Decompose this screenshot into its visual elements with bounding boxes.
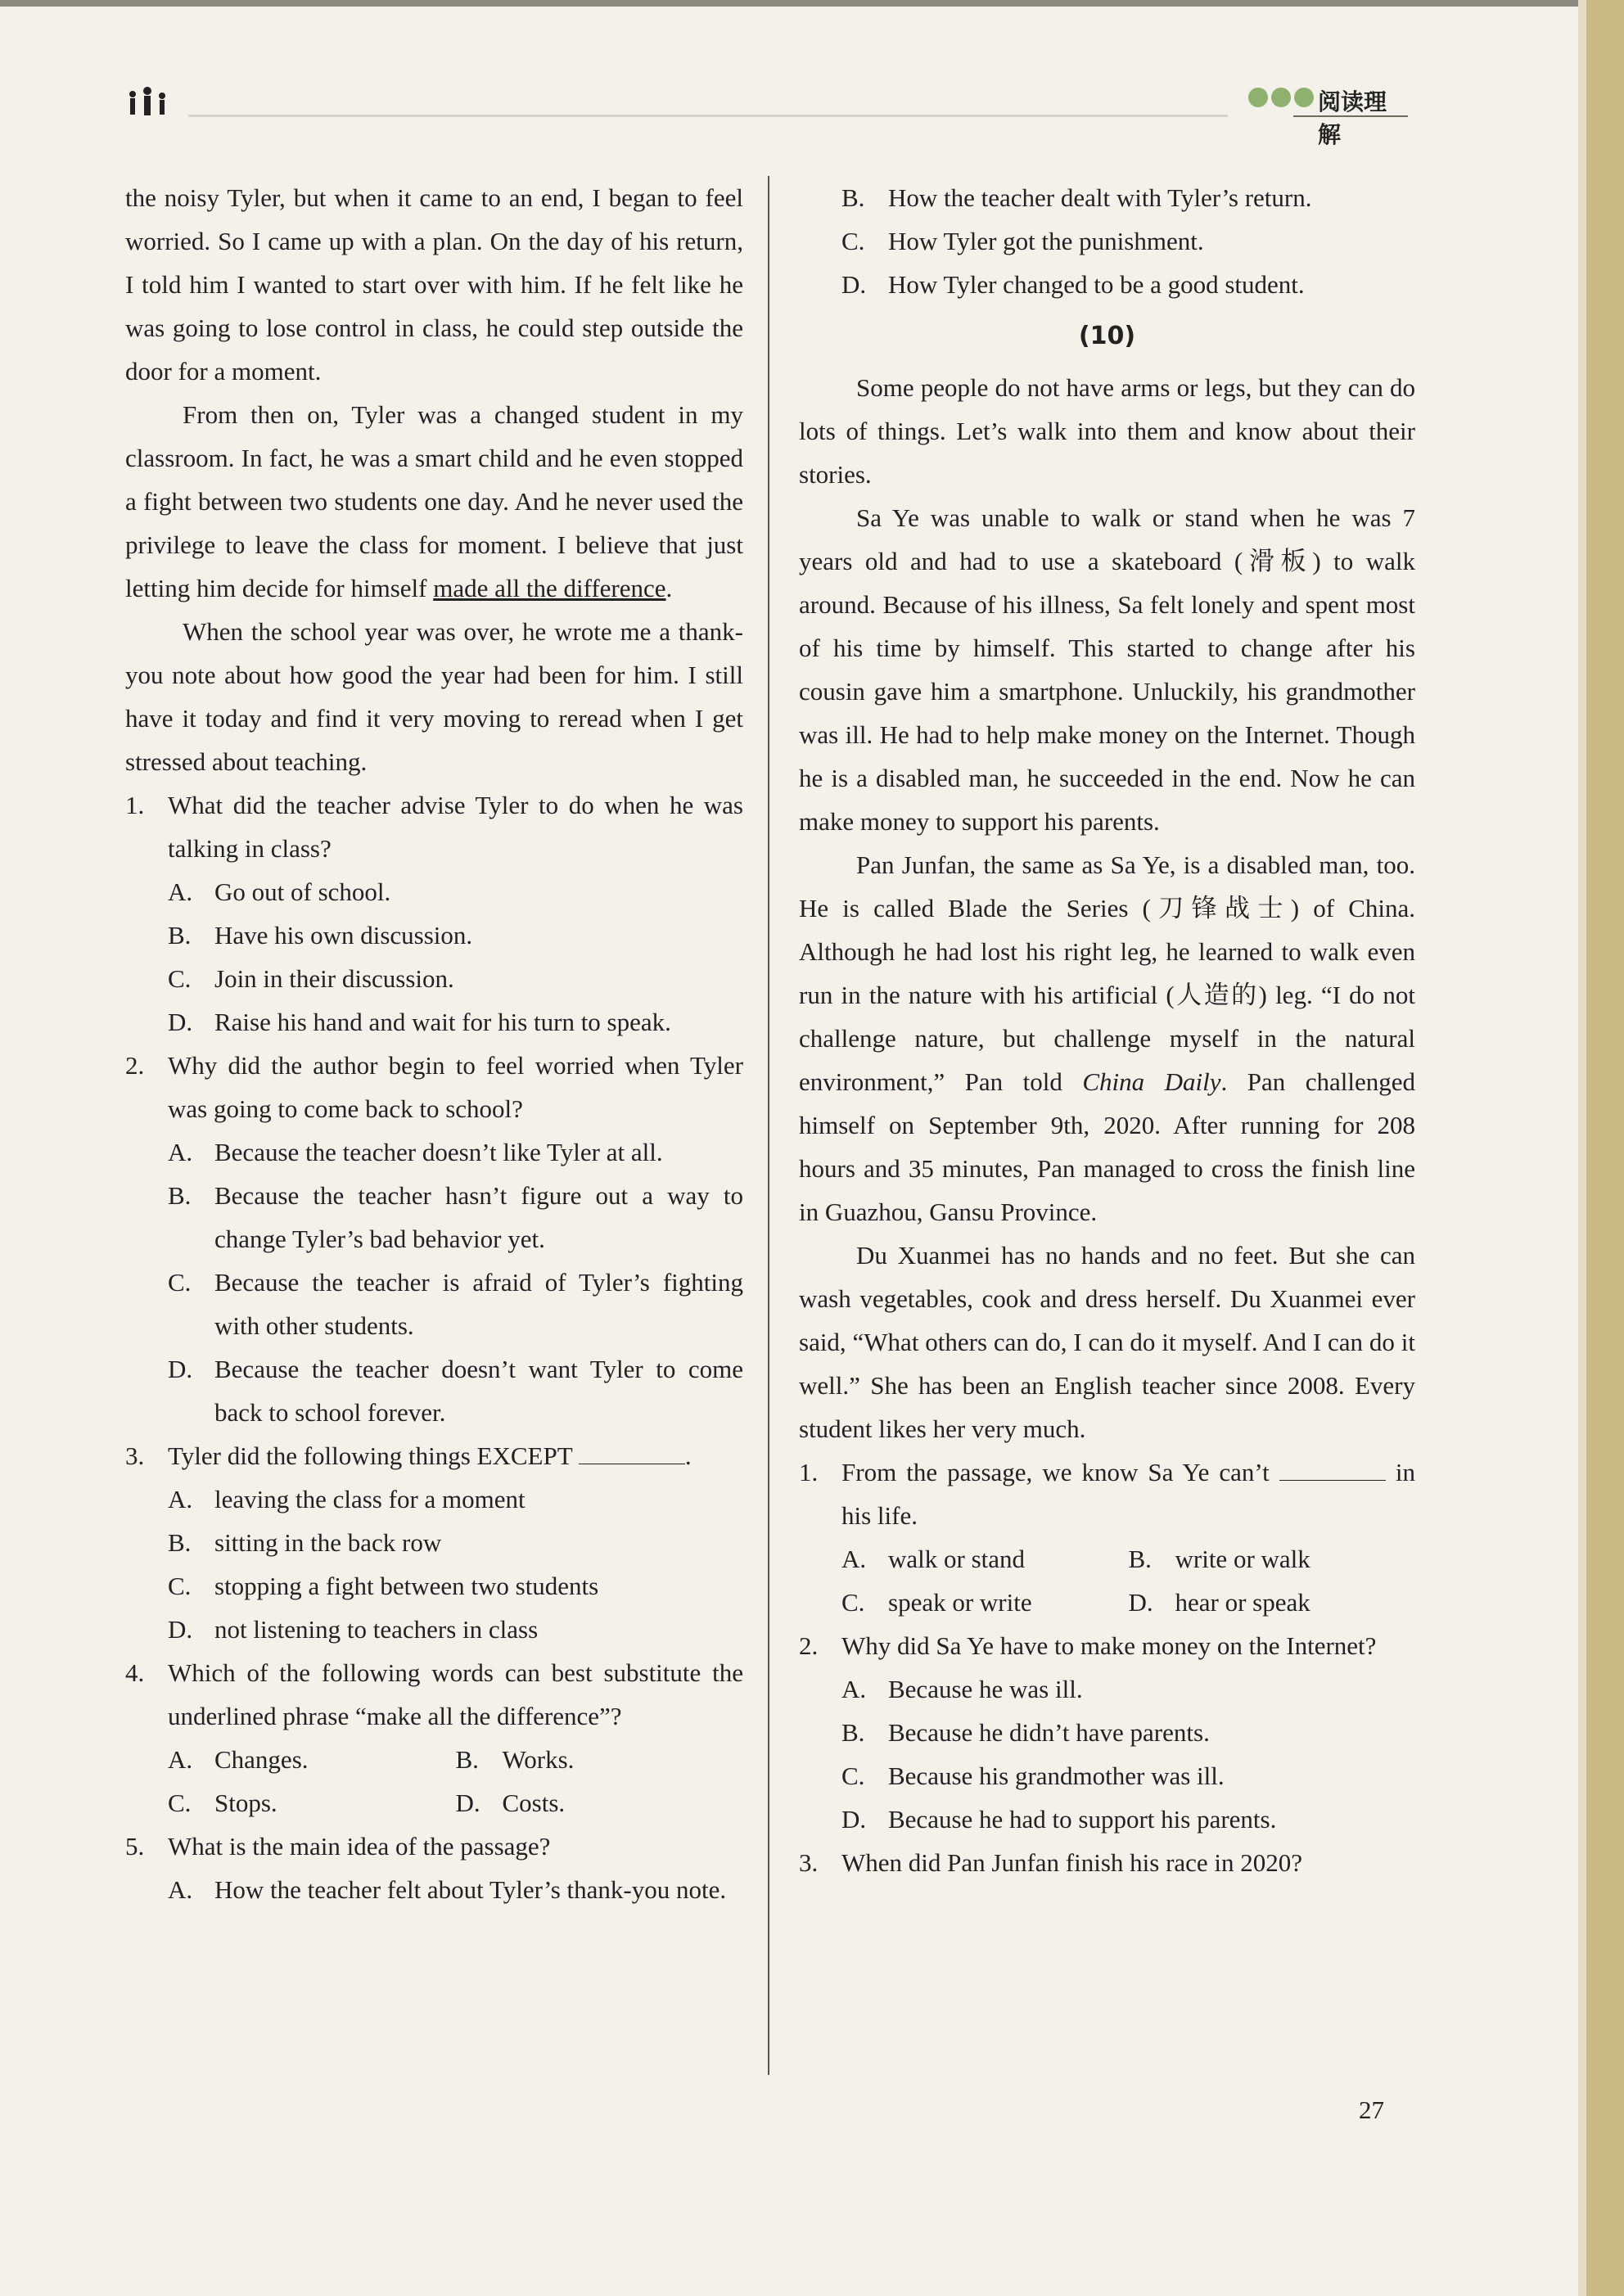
passage-paragraph: the noisy Tyler, but when it came to an end, I began to feel worried. So I came up with a plan. On the day of his return, I told him I wanted to start over with him. If he felt like he was going to lose control in class, he could step outside the door for a moment. — [125, 183, 743, 386]
option: B. Because he didn’t have parents. — [841, 1718, 1210, 1747]
column-divider — [768, 176, 769, 2075]
underlined-phrase: made all the difference — [433, 574, 666, 602]
answer-blank — [1279, 1455, 1386, 1481]
option: A. Go out of school. — [168, 877, 391, 906]
page-number: 27 — [1359, 2095, 1384, 2124]
question: 1. What did the teacher advise Tyler to do when he was talking in class? — [125, 791, 743, 863]
section-title: 阅读理解 — [1318, 88, 1387, 148]
option: D. How Tyler changed to be a good student. — [841, 270, 1305, 299]
option: C. How Tyler got the punishment. — [841, 227, 1204, 255]
question: 3. Tyler did the following things EXCEPT . — [125, 1434, 743, 1477]
option: D. not listening to teachers in class — [168, 1615, 539, 1644]
page-edge — [1586, 0, 1624, 2296]
newspaper-title: China Daily — [1082, 1067, 1221, 1096]
option: A. How the teacher felt about Tyler’s thank-you note. — [168, 1875, 727, 1904]
option-row: A. walk or stand B. write or walk — [841, 1545, 1310, 1573]
header-rule — [188, 115, 1228, 117]
option: D. Because he had to support his parents. — [841, 1805, 1277, 1834]
option: B. How the teacher dealt with Tyler’s return. — [841, 183, 1312, 212]
left-column — [125, 176, 743, 1911]
option: A. Because he was ill. — [841, 1675, 1083, 1703]
option: B. Have his own discussion. — [168, 921, 473, 950]
question: 5. What is the main idea of the passage? — [125, 1832, 551, 1861]
option: C. Join in their discussion. — [168, 964, 454, 993]
option: D. Because the teacher doesn’t want Tyler to come back to school forever. — [168, 1355, 743, 1427]
answer-blank — [579, 1439, 685, 1464]
question: 2. Why did Sa Ye have to make money on the Internet? — [799, 1631, 1377, 1660]
question: 3. When did Pan Junfan finish his race in 2020? — [799, 1848, 1303, 1877]
option: C. stopping a fight between two students — [168, 1572, 599, 1600]
passage-paragraph: When the school year was over, he wrote me a thank-you note about how good the year had been for him. I still have it today and find it very moving to reread when I get stressed about teaching. — [125, 617, 743, 776]
question: 1. From the passage, we know Sa Ye can’t in his life. — [799, 1450, 1415, 1537]
header-swash — [1293, 115, 1408, 117]
option: B. Because the teacher hasn’t figure out a way to change Tyler’s bad behavior yet. — [168, 1181, 743, 1253]
option: D. Raise his hand and wait for his turn to speak. — [168, 1008, 671, 1036]
header-badge-icon — [1248, 88, 1314, 107]
passage-paragraph: Sa Ye was unable to walk or stand when he was 7 years old and had to use a skateboard (滑板) to walk around. Because of his illness, Sa felt lonely and spent most of his time by himself. This started to change after his cousin gave him a smartphone. Unluckily, his grandmother was ill. He had to help make money on the Internet. Though he is a disabled man, he succeeded in the end. Now he can make money to support his parents. — [799, 503, 1415, 836]
question: 4. Which of the following words can best substitute the underlined phrase “make all the difference”? — [125, 1658, 743, 1730]
right-column — [799, 176, 1415, 1884]
top-border — [0, 0, 1588, 7]
page-header — [123, 78, 1400, 148]
passage-paragraph: From then on, Tyler was a changed student in my classroom. In fact, he was a smart child and he even stopped a fight between two students one day. And he never used the privilege to leave the class for moment. I believe that just letting him decide for himself made all the difference. — [125, 400, 743, 602]
passage-paragraph: Du Xuanmei has no hands and no feet. But she can wash vegetables, cook and dress herself. Du Xuanmei ever said, “What others can do, I can do it myself. And I can do it well.” She has been an English teacher since 2008. Every student likes her very much. — [799, 1241, 1415, 1443]
option: A. leaving the class for a moment — [168, 1485, 526, 1513]
question: 2. Why did the author begin to feel worried when Tyler was going to come back to school? — [125, 1051, 743, 1123]
option-row: C. speak or write D. hear or speak — [841, 1588, 1310, 1617]
passage-paragraph: Some people do not have arms or legs, but they can do lots of things. Let’s walk into them and know about their stories. — [799, 373, 1415, 489]
people-figures-icon — [123, 86, 172, 119]
page-edge-inner — [1578, 0, 1586, 2296]
section-number: (10) — [1078, 322, 1136, 350]
option-row: C. Stops. D. Costs. — [168, 1789, 566, 1817]
option-row: A. Changes. B. Works. — [168, 1745, 575, 1774]
passage-paragraph: Pan Junfan, the same as Sa Ye, is a disabled man, too. He is called Blade the Series (刀锋战士) of China. Although he had lost his right leg, he learned to walk even run in the nature with his artificial (人造的) leg. “I do not challenge nature, but challenge myself in the natural environment,” Pan told China Daily. Pan challenged himself on September 9th, 2020. After running for 208 hours and 35 minutes, Pan managed to cross the finish line in Guazhou, Gansu Province. — [799, 850, 1416, 1226]
option: C. Because his grandmother was ill. — [841, 1761, 1225, 1790]
option: A. Because the teacher doesn’t like Tyler at all. — [168, 1138, 663, 1166]
option: C. Because the teacher is afraid of Tyler’s fighting with other students. — [168, 1268, 743, 1340]
option: B. sitting in the back row — [168, 1528, 442, 1557]
